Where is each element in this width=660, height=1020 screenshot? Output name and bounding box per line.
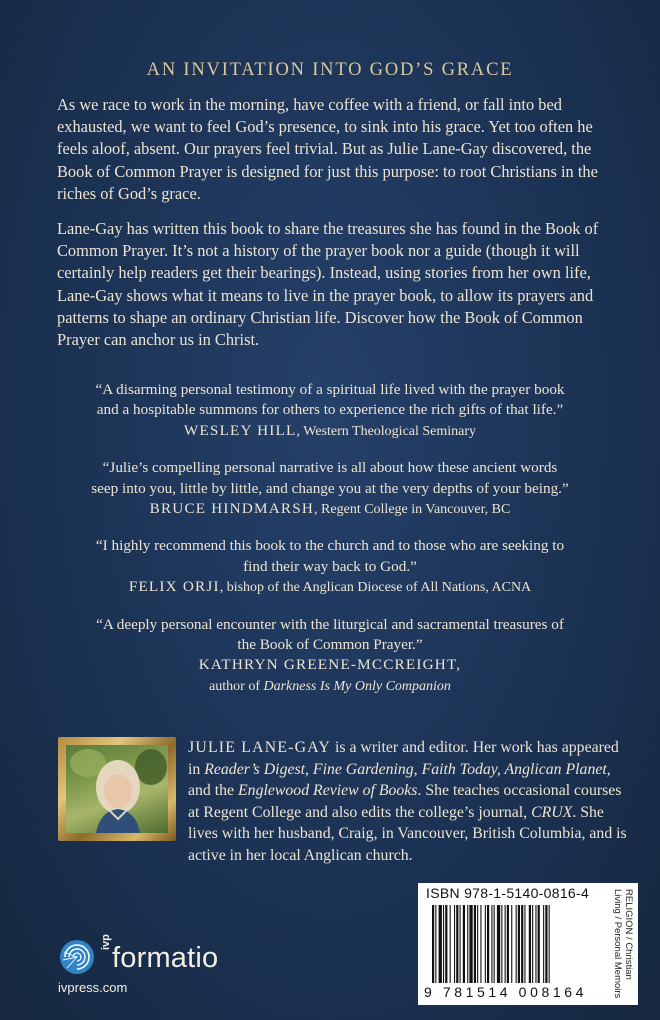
endorser-name: BRUCE HINDMARSH [149, 500, 315, 518]
publisher-website: ivpress.com [58, 980, 128, 995]
barcode-digits: 9 781514 008164 [424, 984, 587, 1000]
bio-text: is a writer and editor. Her work has appeared in [188, 739, 619, 778]
barcode-bar [497, 905, 500, 983]
endorser-name: FELIX ORJI [128, 578, 220, 596]
endorsement [90, 380, 570, 442]
portrait-illustration [66, 745, 168, 833]
barcode-bar [494, 905, 495, 983]
endorsement-text: “I highly recommend this book to the church and to those who are seeking to find their way back to God.” [95, 537, 565, 575]
endorsement [90, 615, 570, 698]
endorser-affiliation: , bishop of the Anglican Diocese of All Nations, ACNA [219, 580, 532, 596]
endorsement-text: “A deeply personal encounter with the liturgical and sacramental treasures of the Book of Common Prayer.” [96, 615, 564, 654]
barcode-bar [435, 905, 436, 983]
bio-text: . She lives with her husband, Craig, in Vancouver, British Columbia, and is active in her local Anglican church. [188, 803, 627, 864]
endorser-affiliation: , Regent College in Vancouver, BC [314, 502, 511, 518]
cover-heading: AN INVITATION INTO GOD’S GRACE [146, 60, 514, 80]
barcode-bar [456, 905, 458, 983]
endorsements [90, 380, 570, 713]
bisac-category: RELIGION / Christian Living / Personal Memoirs [612, 889, 634, 999]
barcode-bar [463, 905, 465, 983]
nautilus-icon [58, 938, 96, 976]
barcode-bar [469, 905, 472, 983]
barcode-bar [485, 905, 486, 983]
imprint-prefix: ivp [100, 934, 112, 950]
author-photo [58, 737, 176, 841]
barcode-bar [535, 905, 536, 983]
author-portrait [66, 745, 168, 833]
author-name: JULIE LANE-GAY [188, 739, 332, 756]
barcode-bar [501, 905, 502, 983]
barcode-bar [505, 905, 506, 983]
barcode-bar [487, 905, 489, 983]
endorsement-attribution [90, 577, 570, 598]
endorsement-attribution [90, 676, 570, 697]
endorsement-text: “Julie’s compelling personal narrative is all about how these ancient words seep into you, little by little, and change you at the very depths of your being.” [91, 459, 569, 497]
barcode-bar [443, 905, 444, 983]
endorsement-text: “A disarming personal testimony of a spiritual life lived with the prayer book and a hospitable summons for others to experience the rich gifts of that life.” [95, 381, 565, 419]
author-bio [188, 737, 628, 867]
barcode-bar [477, 905, 478, 983]
bio-journal: CRUX [531, 803, 573, 821]
barcode-bar [480, 905, 481, 983]
bio-publication: Englewood Review of Books [238, 782, 418, 800]
barcode-bar [518, 905, 520, 983]
endorser-name: WESLEY HILL [183, 421, 297, 439]
endorser-name: KATHRYN GREENE-MCCREIGHT, [198, 656, 462, 674]
intro-paragraph-1: As we race to work in the morning, have coffee with a friend, or fall into bed exhausted, we want to feel God’s presence, to sink into his grace. Yet too often he feels aloof, absent. Our prayers feel trivial. But as Julie Lane-Gay discovered, the Book of Common Prayer is designed for just this purpose: to root Christians in the riches of God’s grace. [57, 95, 598, 203]
barcode-bar [491, 905, 492, 983]
endorsement-attribution [90, 421, 570, 442]
imprint-name: formatio [112, 942, 219, 974]
barcode-bar [524, 905, 525, 983]
barcode-bar [432, 905, 434, 983]
barcode-bar [516, 905, 517, 983]
endorser-affiliation: author of [209, 678, 264, 694]
barcode-bar [507, 905, 509, 983]
barcode-bar [549, 905, 550, 983]
barcode-bar [511, 905, 512, 983]
barcode-bar [532, 905, 533, 983]
endorsement-attribution [90, 499, 570, 520]
barcode-bar [529, 905, 531, 983]
barcode-bar [460, 905, 461, 983]
endorser-affiliation: , Western Theological Seminary [296, 423, 477, 439]
isbn-barcode-box [418, 883, 638, 1005]
barcode-bar [454, 905, 455, 983]
barcode-bar [521, 905, 523, 983]
barcode-bar [538, 905, 540, 983]
barcode-bar [543, 905, 544, 983]
bio-text: . She teaches occasional courses at Regent College and also edits the college’s journal, [188, 782, 622, 821]
bio-publications: Reader’s Digest, Fine Gardening, Faith Today, Anglican Planet, [204, 760, 611, 778]
barcode-bar [445, 905, 447, 983]
endorsement-attribution [90, 655, 570, 675]
intro-paragraph-2: Lane-Gay has written this book to share the treasures she has found in the Book of Common Prayer. It’s not a history of the prayer book nor a guide (though it will certainly help readers get their bearings). Instead, using stories from her own life, Lane-Gay shows what it means to live in the prayer book, to allow its prayers and patterns to shape an ordinary Christian life. Discover how the Book of Common Prayer can anchor us in Christ. [57, 219, 599, 350]
barcode-bar [545, 905, 547, 983]
barcode-bars [432, 905, 592, 983]
barcode-bar [474, 905, 476, 983]
endorsement [90, 536, 570, 598]
barcode-bar [450, 905, 451, 983]
endorser-book-title: Darkness Is My Only Companion [263, 678, 451, 694]
barcode-bar [439, 905, 442, 983]
isbn-label: ISBN 978-1-5140-0816-4 [426, 885, 590, 901]
bio-text: and the [188, 782, 239, 800]
endorsement [90, 458, 570, 520]
barcode-bar [467, 905, 468, 983]
